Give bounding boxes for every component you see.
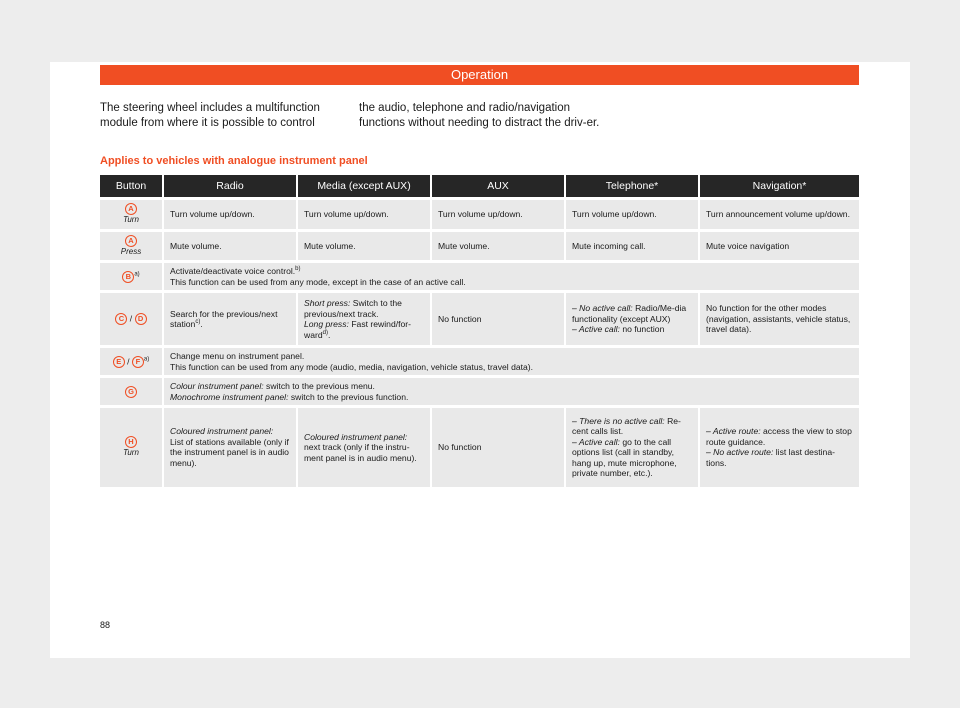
table-cell xyxy=(163,407,297,487)
table-cell xyxy=(699,407,859,487)
section-header: Operation xyxy=(100,65,859,85)
button-action: Turn xyxy=(123,448,139,457)
table-cell: Mute incoming call. xyxy=(565,230,699,262)
table-cell: No function xyxy=(431,407,565,487)
cell-text: This function can be used from any mode, except in the case of an active call. xyxy=(170,276,466,287)
footnote-ref: a) xyxy=(143,355,150,362)
label-no-active-call: – No active call: xyxy=(572,303,633,314)
table-cell xyxy=(163,377,859,407)
col-header-button: Button xyxy=(100,175,163,199)
label-long-press: Long press: xyxy=(304,319,349,329)
intro-text-left: The steering wheel includes a multifunction module from where it is possible to control xyxy=(100,102,320,129)
cell-text: Switch to the previous/next track. xyxy=(304,298,402,319)
cell-text: Fast rewind/for-ward xyxy=(304,319,412,340)
label-colour-panel: Colour instrument panel: xyxy=(170,381,264,391)
cell-text: Activate/deactivate voice control. xyxy=(170,266,296,276)
table-cell xyxy=(163,347,859,377)
table-cell xyxy=(565,292,699,347)
label-no-active-call: – There is no active call: xyxy=(572,415,665,426)
button-cell xyxy=(100,230,163,262)
table-cell: Mute volume. xyxy=(163,230,297,262)
table-row xyxy=(100,377,859,407)
table-row xyxy=(100,199,859,231)
cell-text: List of stations available (only if the instrument panel is in audio menu). xyxy=(170,436,289,468)
label-active-route: – Active route: xyxy=(706,426,761,437)
cell-text: go to the call options list (call in standby, hang up, mute microphone, private number, etc.). xyxy=(572,436,677,479)
col-header-navigation: Navigation* xyxy=(699,175,859,199)
footnote-ref: a) xyxy=(134,270,140,277)
table-title: Applies to vehicles with analogue instrument panel xyxy=(100,155,368,167)
table-header-row xyxy=(100,175,859,199)
label-coloured-panel: Coloured instrument panel: xyxy=(304,431,408,442)
label-active-call: – Active call: xyxy=(572,324,620,335)
separator: / xyxy=(129,313,133,324)
table-row xyxy=(100,262,859,292)
footnote-ref: b) xyxy=(295,266,301,273)
col-header-telephone: Telephone* xyxy=(565,175,699,199)
col-header-radio: Radio xyxy=(163,175,297,199)
table-row xyxy=(100,292,859,347)
cell-text: Change menu on instrument panel. xyxy=(170,351,305,361)
table-cell: Mute voice navigation xyxy=(699,230,859,262)
table-cell: Mute volume. xyxy=(297,230,431,262)
table-cell xyxy=(565,407,699,487)
button-d-icon: D xyxy=(135,313,147,325)
col-header-media: Media (except AUX) xyxy=(297,175,431,199)
button-e-icon: E xyxy=(113,356,125,368)
table-cell: Turn volume up/down. xyxy=(431,199,565,231)
button-a-icon: A xyxy=(125,235,137,247)
table-cell: Search for the previous/next station$^{c)}$. xyxy=(163,292,297,347)
button-cell xyxy=(100,292,163,347)
button-g-icon: G xyxy=(125,386,137,398)
button-action: Press xyxy=(120,246,142,256)
cell-text: access the view to stop route guidance. xyxy=(706,426,852,447)
button-c-icon: C xyxy=(115,313,127,325)
label-active-call: – Active call: xyxy=(572,436,620,447)
table-cell: No function for the other modes (navigation, assistants, vehicle status, travel data). xyxy=(699,292,859,347)
button-cell xyxy=(100,199,163,231)
table-cell: Turn volume up/down. xyxy=(565,199,699,231)
button-action: Turn xyxy=(123,215,139,224)
cell-text: next track (only if the instru-ment panel is in audio menu). xyxy=(304,442,417,463)
button-cell xyxy=(100,377,163,407)
footnote-ref: d) xyxy=(322,329,328,336)
button-f-icon: F xyxy=(132,356,144,368)
table-cell: Short press: Switch to the previous/next track. Long press: Fast rewind/for-ward$^{d)}$. xyxy=(297,292,431,347)
cell-text: switch to the previous menu. xyxy=(266,381,375,391)
button-a-icon: A xyxy=(125,203,137,215)
cell-text: This function can be used from any mode (audio, media, navigation, vehicle status, travel data). xyxy=(170,361,534,372)
label-monochrome-panel: Monochrome instrument panel: xyxy=(170,391,289,402)
label-no-active-route: – No active route: xyxy=(706,447,774,458)
table-row xyxy=(100,230,859,262)
table-cell: Turn announcement volume up/down. xyxy=(699,199,859,231)
cell-text: no function xyxy=(622,324,665,335)
table-cell: Mute volume. xyxy=(431,230,565,262)
cell-text: Re-cent calls list. xyxy=(572,415,681,437)
cell-text: Search for the previous/next station xyxy=(170,308,278,329)
button-b-icon: B xyxy=(122,271,134,283)
cell-text: switch to the previous function. xyxy=(290,391,409,402)
intro-text-right: the audio, telephone and radio/navigation functions without needing to distract the driv-er. xyxy=(359,102,600,129)
table-row xyxy=(100,407,859,487)
page-number: 88 xyxy=(100,620,111,630)
col-header-aux: AUX xyxy=(431,175,565,199)
cell-text: list last destina-tions. xyxy=(706,447,835,468)
table-cell: Turn volume up/down. xyxy=(163,199,297,231)
table-row xyxy=(100,347,859,377)
button-cell xyxy=(100,347,163,377)
operation-table xyxy=(100,175,859,487)
table-cell xyxy=(297,407,431,487)
footnote-ref: c) xyxy=(195,319,201,326)
label-short-press: Short press: xyxy=(304,298,351,308)
cell-text: Radio/Me-dia functionality (except AUX) xyxy=(572,303,687,324)
button-cell xyxy=(100,262,163,292)
button-cell xyxy=(100,407,163,487)
button-h-icon: H xyxy=(125,436,137,448)
table-cell: No function xyxy=(431,292,565,347)
label-coloured-panel: Coloured instrument panel: xyxy=(170,426,274,437)
separator: / xyxy=(127,355,130,366)
table-cell: Turn volume up/down. xyxy=(297,199,431,231)
table-cell xyxy=(163,262,859,292)
